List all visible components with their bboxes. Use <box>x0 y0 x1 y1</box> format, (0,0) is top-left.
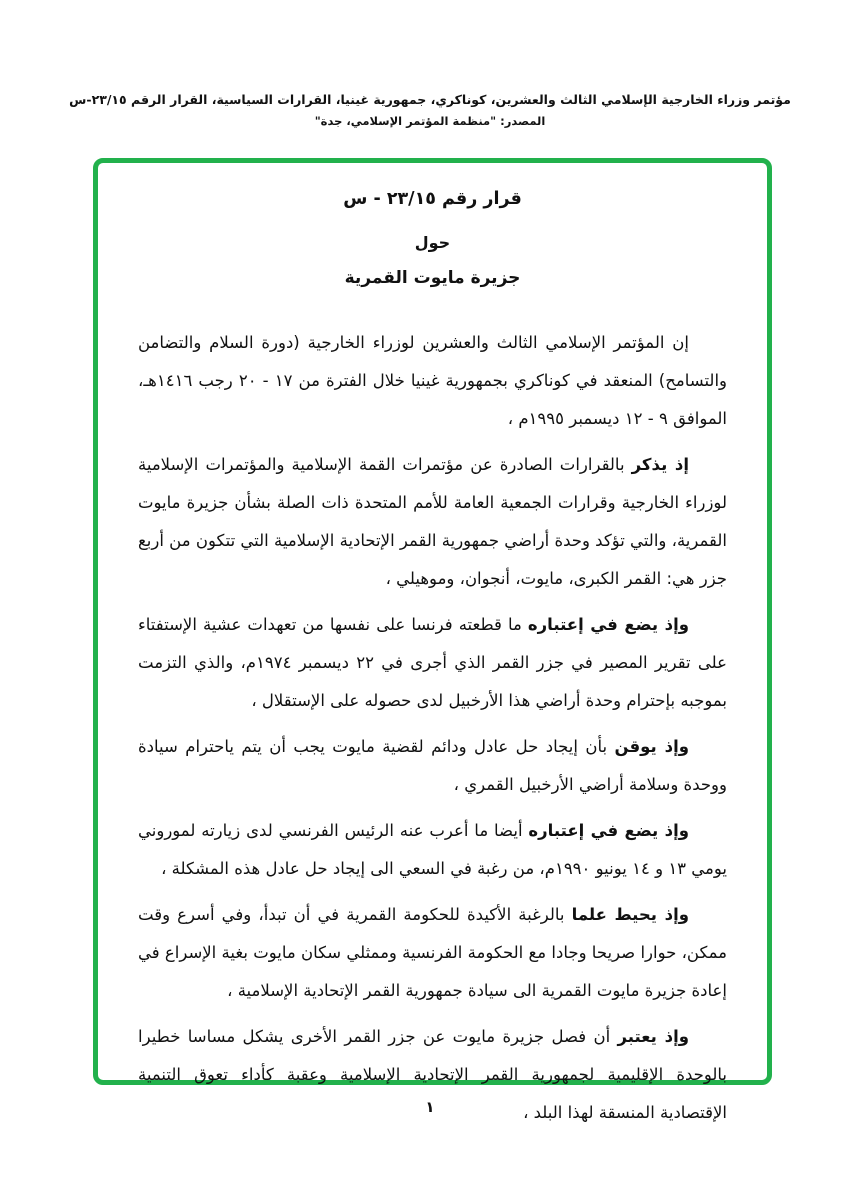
paragraph-text: أن فصل جزيرة مايوت عن جزر القمر الأخرى يشكل مساسا خطيرا بالوحدة الإقليمية لجمهورية القمر الإتحادية الإسلامية وعقبة كأداء تعوق التنمية الإقتصادية المنسقة لهذا البلد ، <box>138 1027 727 1122</box>
paragraph-lead: وإذ يضع في إعتباره <box>528 821 689 840</box>
header-source-line: المصدر: "منظمة المؤتمر الإسلامي، جدة" <box>314 114 546 128</box>
resolution-number-title: قرار رقم ٢٣/١٥ - س <box>343 189 522 209</box>
resolution-content <box>98 163 767 1132</box>
document-header <box>50 92 810 128</box>
paragraph-text: بالرغبة الأكيدة للحكومة القمرية في أن تبدأ، وفي أسرع وقت ممكن، حوارا صريحا وجادا مع الحكومة الفرنسية وممثلي سكان مايوت بغية الإسراع في إعادة جزيرة مايوت القمرية الى سيادة جمهورية القمر الإتحادية الإسلامية ، <box>138 905 727 1000</box>
resolution-box <box>93 158 772 1122</box>
paragraph-convinced <box>138 728 727 804</box>
paragraph-lead: وإذ يعتبر <box>617 1027 689 1046</box>
paragraph-text: بأن إيجاد حل عادل ودائم لقضية مايوت يجب أن يتم ياحترام سيادة ووحدة وسلامة أراضي الأرخبيل القمري ، <box>138 737 727 794</box>
page-number: ١ <box>425 1098 435 1116</box>
paragraph-recalling <box>138 446 727 598</box>
paragraph-text: أيضا ما أعرب عنه الرئيس الفرنسي لدى زيارته لموروني يومي ١٣ و ١٤ يونيو ١٩٩٠م، من رغبة في السعي الى إيجاد حل عادل هذه المشكلة ، <box>138 821 727 878</box>
paragraph-text: إن المؤتمر الإسلامي الثالث والعشرين لوزراء الخارجية (دورة السلام والتضامن والتسامح) المنعقد في كوناكري بجمهورية غينيا خلال الفترة من ١٧ - ٢٠ رجب ١٤١٦هـ، الموافق ٩ - ١٢ ديسمبر ١٩٩٥م ، <box>138 333 727 428</box>
resolution-subject-title: جزيرة مايوت القمرية <box>344 268 521 288</box>
resolution-title-block <box>138 189 727 288</box>
paragraph-considering-2 <box>138 812 727 888</box>
paragraph-text: بالقرارات الصادرة عن مؤتمرات القمة الإسلامية والمؤتمرات الإسلامية لوزراء الخارجية وقرارات الجمعية العامة للأمم المتحدة ذات الصلة بشأن جزيرة مايوت القمرية، والتي تؤكد وحدة أراضي جمهورية القمر الإتحادية الإسلامية التي تتكون من أربع جزر هي: القمر الكبرى، مايوت، أنجوان، وموهيلي ، <box>138 455 727 588</box>
paragraph-lead: وإذ يوقن <box>614 737 689 756</box>
paragraph-lead: إذ يذكر <box>631 455 689 474</box>
paragraph-taking-note <box>138 896 727 1010</box>
resolution-about-word: حول <box>414 233 451 252</box>
paragraph-text: ما قطعته فرنسا على نفسها من تعهدات عشية الإستفتاء على تقرير المصير في جزر القمر الذي أجرى في ٢٢ ديسمبر ١٩٧٤م، والذي التزمت بموجبه بإحترام وحدة أراضي هذا الأرخبيل لدى حصوله على الإستقلال ، <box>138 615 727 710</box>
header-citation-line: مؤتمر وزراء الخارجية الإسلامي الثالث والعشرين، كوناكري، جمهورية غينيا، القرارات السياسية، القرار الرقم ٢٣/١٥-س <box>69 92 791 107</box>
paragraph-lead: وإذ يضع في إعتباره <box>527 615 690 634</box>
paragraph-lead: وإذ يحيط علما <box>571 905 690 924</box>
paragraph-considering-1 <box>138 606 727 720</box>
paragraph-preamble <box>138 324 727 438</box>
